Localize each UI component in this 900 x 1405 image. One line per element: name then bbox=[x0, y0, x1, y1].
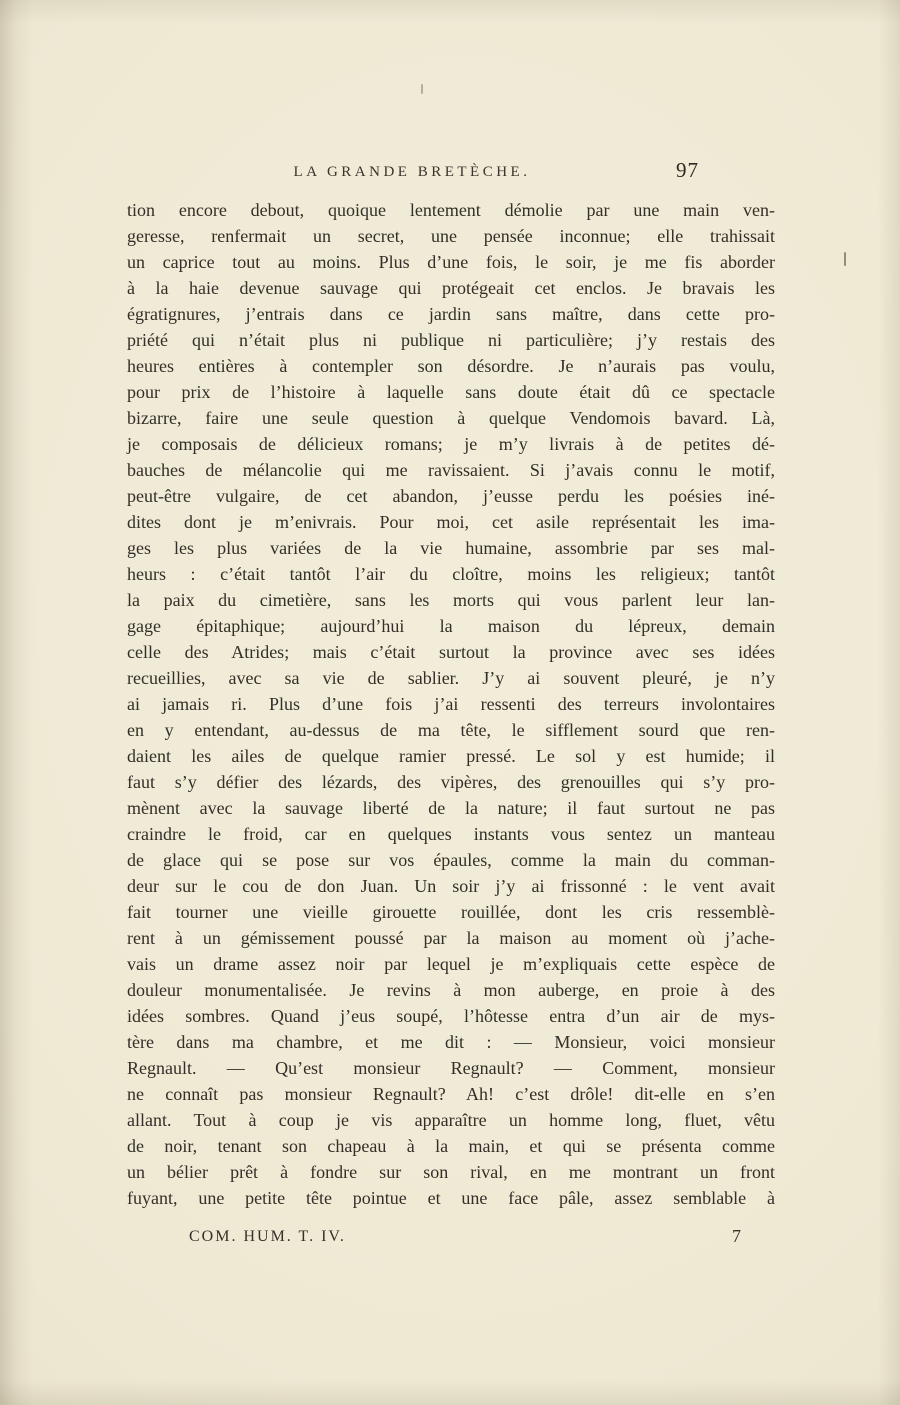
running-title: LA GRANDE BRETÈCHE. bbox=[293, 164, 531, 180]
text-line: je composais de délicieux romans; je m’y livrais à de petites dé- bbox=[127, 434, 775, 454]
text-line: daient les ailes de quelque ramier pressé. Le sol y est humide; il bbox=[127, 746, 775, 766]
text-line: de glace qui se pose sur vos épaules, comme la main du comman- bbox=[127, 850, 775, 870]
text-line: peut-être vulgaire, de cet abandon, j’eusse perdu les poésies iné- bbox=[127, 486, 775, 506]
text-line: rent à un gémissement poussé par la maison au moment où j’ache- bbox=[127, 928, 775, 948]
text-line: heures entières à contempler son désordre. Je n’aurais pas voulu, bbox=[127, 356, 775, 376]
text-line: geresse, renfermait un secret, une pensée inconnue; elle trahissait bbox=[127, 226, 775, 246]
text-line: heurs : c’était tantôt l’air du cloître, moins les religieux; tantôt bbox=[127, 564, 775, 584]
text-line: dites dont je m’enivrais. Pour moi, cet asile représentait les ima- bbox=[127, 512, 775, 532]
text-line: priété qui n’était plus ni publique ni particulière; j’y restais des bbox=[127, 330, 775, 350]
text-line: celle des Atrides; mais c’était surtout la province avec ses idées bbox=[127, 642, 775, 662]
text-line: pour prix de l’histoire à laquelle sans doute était dû ce spectacle bbox=[127, 382, 775, 402]
text-line: deur sur le cou de don Juan. Un soir j’y ai frissonné : le vent avait bbox=[127, 876, 775, 896]
text-line: tion encore debout, quoique lentement démolie par une main ven- bbox=[127, 200, 775, 220]
text-line: à la haie devenue sauvage qui protégeait cet enclos. Je bravais les bbox=[127, 278, 775, 298]
text-line: un caprice tout au moins. Plus d’une fois, le soir, je me fis aborder bbox=[127, 252, 775, 272]
page-footer bbox=[127, 1226, 775, 1252]
text-line: en y entendant, au-dessus de ma tête, le sifflement sourd que ren- bbox=[127, 720, 775, 740]
text-line: la paix du cimetière, sans les morts qui vous parlent leur lan- bbox=[127, 590, 775, 610]
scan-ink-mark-top bbox=[421, 84, 423, 94]
text-line: allant. Tout à coup je vis apparaître un homme long, fluet, vêtu bbox=[127, 1110, 775, 1130]
text-line: ne connaît pas monsieur Regnault? Ah! c’est drôle! dit-elle en s’en bbox=[127, 1084, 775, 1104]
text-line: mènent avec la sauvage liberté de la nature; il faut surtout ne pas bbox=[127, 798, 775, 818]
sheet-number: 7 bbox=[732, 1226, 741, 1246]
page-header bbox=[127, 158, 775, 189]
text-line: ges les plus variées de la vie humaine, assombrie par ses mal- bbox=[127, 538, 775, 558]
text-line: Regnault. — Qu’est monsieur Regnault? — Comment, monsieur bbox=[127, 1058, 775, 1078]
scan-ink-mark-right-margin bbox=[844, 252, 846, 266]
text-line: recueillies, avec sa vie de sablier. J’y ai souvent pleuré, je n’y bbox=[127, 668, 775, 688]
text-line: douleur monumentalisée. Je revins à mon auberge, en proie à des bbox=[127, 980, 775, 1000]
page-number: 97 bbox=[676, 158, 699, 182]
text-line: ai jamais ri. Plus d’une fois j’ai ressenti des terreurs involontaires bbox=[127, 694, 775, 714]
text-line: égratignures, j’entrais dans ce jardin sans maître, dans cette pro- bbox=[127, 304, 775, 324]
text-line: fait tourner une vieille girouette rouillée, dont les cris ressemblè- bbox=[127, 902, 775, 922]
text-line: idées sombres. Quand j’eus soupé, l’hôtesse entra d’un air de mys- bbox=[127, 1006, 775, 1026]
text-line: tère dans ma chambre, et me dit : — Monsieur, voici monsieur bbox=[127, 1032, 775, 1052]
text-line: faut s’y défier des lézards, des vipères, des grenouilles qui s’y pro- bbox=[127, 772, 775, 792]
printers-signature: COM. HUM. T. IV. bbox=[189, 1228, 346, 1245]
text-line: bauches de mélancolie qui me ravissaient. Si j’avais connu le motif, bbox=[127, 460, 775, 480]
text-line: de noir, tenant son chapeau à la main, et qui se présenta comme bbox=[127, 1136, 775, 1156]
text-line: bizarre, faire une seule question à quelque Vendomois bavard. Là, bbox=[127, 408, 775, 428]
text-line: fuyant, une petite tête pointue et une face pâle, assez semblable à bbox=[127, 1188, 775, 1208]
text-line: gage épitaphique; aujourd’hui la maison du lépreux, demain bbox=[127, 616, 775, 636]
body-text bbox=[127, 197, 775, 1211]
text-line: craindre le froid, car en quelques instants vous sentez un manteau bbox=[127, 824, 775, 844]
text-line: un bélier prêt à fondre sur son rival, en me montrant un front bbox=[127, 1162, 775, 1182]
text-line: vais un drame assez noir par lequel je m’expliquais cette espèce de bbox=[127, 954, 775, 974]
